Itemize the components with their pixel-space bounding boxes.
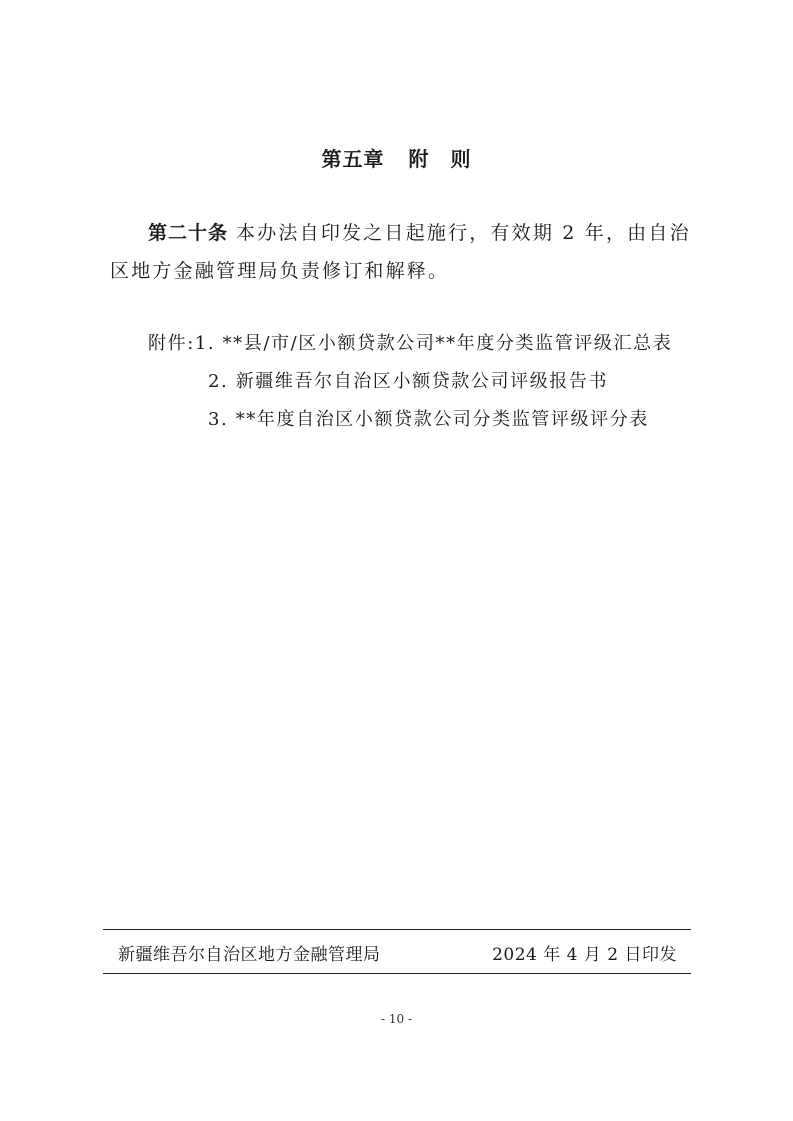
issue-date: 2024 年 4 月 2 日印发: [492, 945, 677, 965]
footer-bottom-rule: [103, 973, 691, 974]
attachments-list: [148, 325, 708, 439]
attachment-row-1: [148, 325, 708, 363]
article-text: 本办法自印发之日起施行，有效期 2 年，由自治区地方金融管理局负责修订和解释。: [110, 222, 691, 282]
attachment-item-2: 2. 新疆维吾尔自治区小额贷款公司评级报告书: [208, 371, 609, 392]
article-number: 第二十条: [148, 222, 229, 244]
page-number: - 10 -: [380, 1012, 412, 1026]
chapter-name: 附 则: [408, 147, 472, 171]
attachment-item-1: 1. **县/市/区小额贷款公司**年度分类监管评级汇总表: [194, 333, 673, 354]
chapter-title: [0, 143, 793, 172]
attachment-item-3: 3. **年度自治区小额贷款公司分类监管评级评分表: [208, 409, 649, 430]
article-paragraph: [110, 214, 698, 290]
attachments-label: 附件:: [148, 333, 195, 354]
footer-top-rule: [103, 929, 691, 930]
chapter-number: 第五章: [321, 147, 385, 171]
issuing-authority: 新疆维吾尔自治区地方金融管理局: [118, 945, 381, 965]
